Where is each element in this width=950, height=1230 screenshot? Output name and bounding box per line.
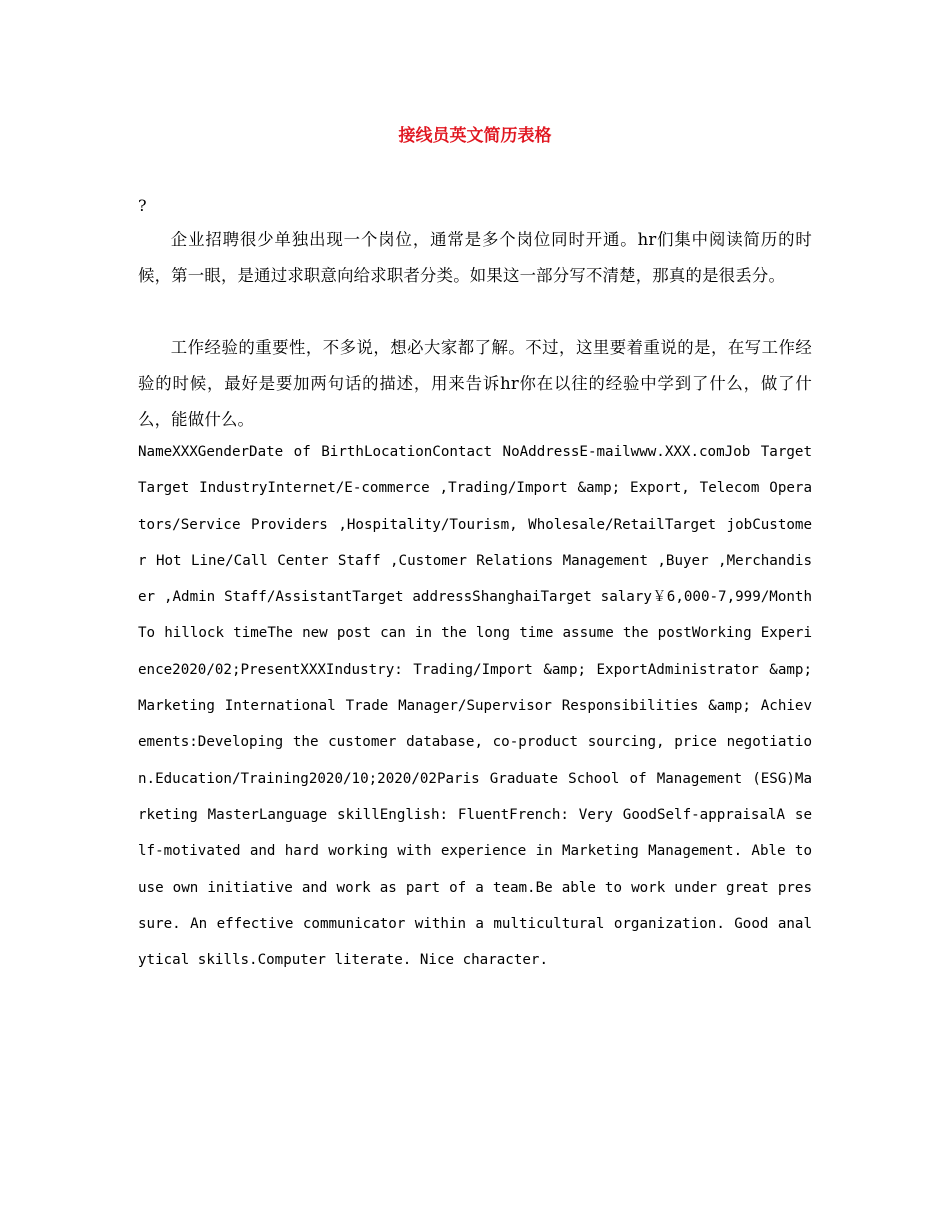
question-mark: ?	[138, 196, 147, 215]
intro-paragraph: 企业招聘很少单独出现一个岗位，通常是多个岗位同时开通。hr们集中阅读简历的时候，第一眼，是通过求职意向给求职者分类。如果这一部分写不清楚，那真的是很丢分。	[138, 230, 812, 285]
experience-paragraph: 工作经验的重要性，不多说，想必大家都了解。不过，这里要着重说的是，在写工作经验的时候，最好是要加两句话的描述，用来告诉hr你在以往的经验中学到了什么，做了什么，能做什么。	[138, 338, 812, 429]
resume-text-block: NameXXXGenderDate of BirthLocationContact NoAddressE-mailwww.XXX.comJob TargetTarget IndustryInternet/E-commerce ,Trading/Import &amp; Export, Telecom Operators/Service Providers ,Hospitality/Tourism, Wholesale/RetailTarget jobCustomer Hot Line/Call Center Staff ,Customer Relations Management ,Buyer ,Merchandiser ,Admin Staff/AssistantTarget addressShanghaiTarget salary￥6,000-7,999/MonthTo hillock timeThe new post can in the long time assume the postWorking Experience2020/02;PresentXXXIndustry: Trading/Import &amp; ExportAdministrator &amp; Marketing International Trade Manager/Supervisor Responsibilities &amp; Achievements:Developing the customer database, co-product sourcing, price negotiation.Education/Training2020/10;2020/02Paris Graduate School of Management (ESG)Marketing MasterLanguage skillEnglish: FluentFrench: Very GoodSelf-appraisalA self-motivated and hard working with experience in Marketing Management. Able to use own initiative and work as part of a team.Be able to work under great pressure. An effective communicator within a multicultural organization. Good analytical skills.Computer literate. Nice character.	[138, 444, 812, 969]
page-title: 接线员英文简历表格	[398, 126, 552, 146]
